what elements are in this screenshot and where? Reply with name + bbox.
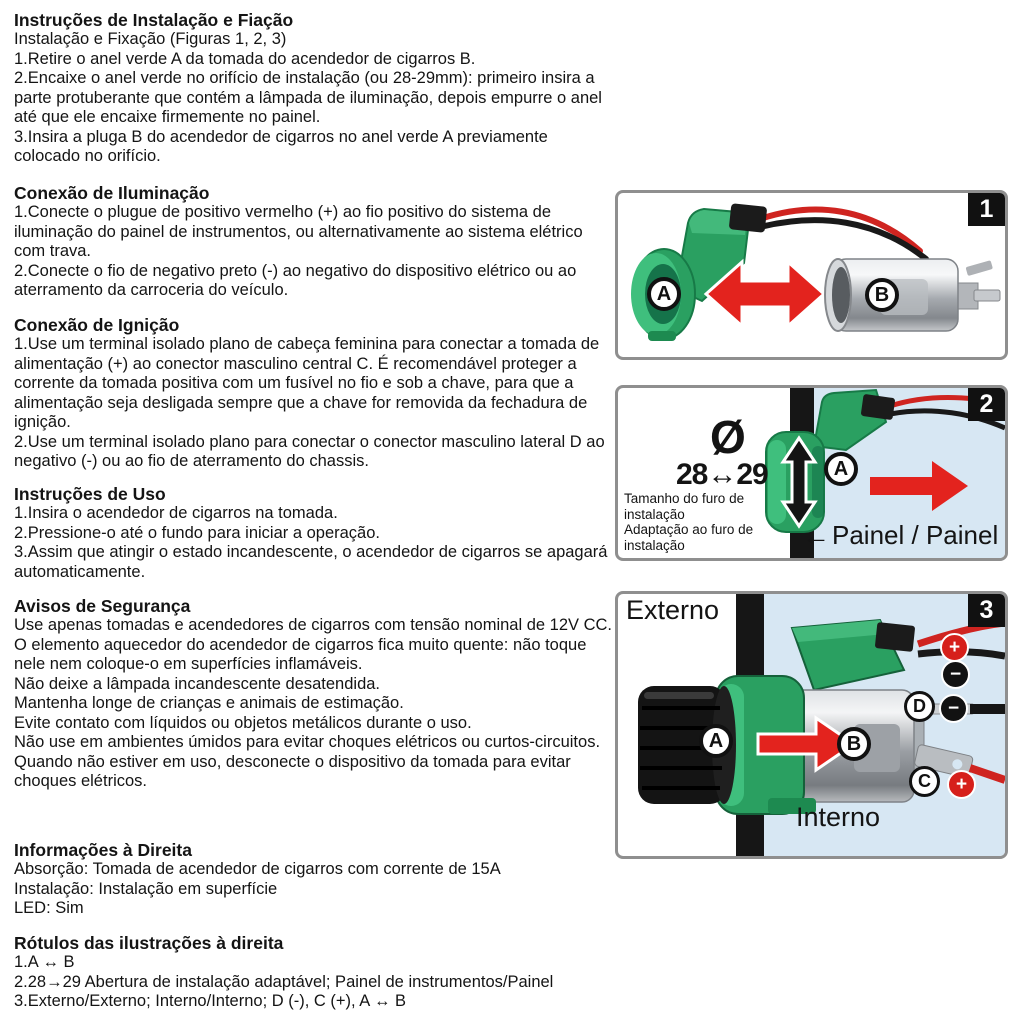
inside-label: Interno <box>796 802 881 832</box>
label-circle-a <box>647 277 681 311</box>
minus-badge: − <box>939 694 968 723</box>
section-usage-instructions <box>14 484 612 582</box>
paragraph: Instalação e Fixação (Figuras 1, 2, 3) <box>14 30 287 48</box>
section-right-info <box>14 840 612 919</box>
panel-callout <box>802 520 998 551</box>
section-heading: Conexão de Iluminação <box>14 183 210 203</box>
wires-icon <box>760 210 926 259</box>
diameter-icon: Ø <box>710 411 746 463</box>
paragraph: 1.Use um terminal isolado plano de cabeça feminina para conectar a tomada de alimentação (+) ao conector masculino central C. É recomendável proteger a corrente da tomada positiva com um fusível no fio e sob a chave, para que a alimentação seja desligada sempre que a chave for removida da fechadura de ignição. <box>14 335 600 431</box>
label-circle-d <box>904 691 935 722</box>
figure-1-illustration <box>618 193 1005 357</box>
label-b-text: B <box>874 283 890 306</box>
figure-number-badge: 1 <box>968 193 1005 226</box>
section-illumination-connection <box>14 183 612 301</box>
socket-illustration <box>825 259 1000 331</box>
plus-badge: + <box>940 633 969 662</box>
label-a-text: A <box>833 457 849 480</box>
green-ring-illustration <box>631 203 767 341</box>
label-d-text: D <box>913 696 926 716</box>
paragraph: 2.Pressione-o até o fundo para iniciar a operação. <box>14 523 380 542</box>
section-heading: Avisos de Segurança <box>14 596 191 616</box>
paragraph: 3.Insira a pluga B do acendedor de cigarros no anel verde A previamente colocado no orifício. <box>14 127 548 165</box>
outside-label: Externo <box>626 595 720 625</box>
caption-line: Adaptação ao furo de instalação <box>624 522 754 553</box>
paragraph: Não deixe a lâmpada incandescente desatendida. <box>14 674 381 693</box>
paragraph: LED: Sim <box>14 899 84 917</box>
figure-3 <box>615 591 1008 859</box>
paragraph: 2.Use um terminal isolado plano para conectar o conector masculino lateral D ao negativo (-) ou ao fio de aterramento do chassis. <box>14 432 605 470</box>
paragraph: 2.Encaixe o anel verde no orifício de instalação (ou 28-29mm): primeiro insira a parte protuberante que contém a lâmpada de iluminação, depois empurre o anel até que ele encaixe firmemente no painel. <box>14 69 602 126</box>
minus-badge: − <box>941 660 970 689</box>
figure-number-badge: 3 <box>968 594 1005 627</box>
hole-size-text: 28↔29 <box>676 458 768 491</box>
figure-2 <box>615 385 1008 561</box>
left-arrow-icon: ← <box>802 519 830 551</box>
paragraph: 1.Conecte o plugue de positivo vermelho (+) ao fio positivo do sistema de iluminação do painel de instrumentos, ou alternativamente ao sistema elétrico com trava. <box>14 203 583 260</box>
section-heading: Rótulos das ilustrações à direita <box>14 933 284 953</box>
label-circle-c <box>909 766 940 797</box>
label-b-text: B <box>846 732 862 755</box>
label-circle-a <box>699 724 733 758</box>
section-heading: Instruções de Uso <box>14 484 166 504</box>
paragraph: Evite contato com líquidos ou objetos metálicos durante o uso. <box>14 713 472 732</box>
paragraph: 3.Externo/Externo; Interno/Interno; D (-), C (+), A ↔ B <box>14 992 407 1010</box>
paragraph: O elemento aquecedor do acendedor de cigarros fica muito quente: não toque nele nem coloque-o em superfícies inflamáveis. <box>14 635 587 673</box>
paragraph: 3.Assim que atingir o estado incandescente, o acendedor de cigarros se apagará automaticamente. <box>14 543 608 581</box>
section-heading: Conexão de Ignição <box>14 315 180 335</box>
label-c-text: C <box>918 771 931 791</box>
paragraph: Absorção: Tomada de acendedor de cigarros com corrente de 15A <box>14 860 501 878</box>
panel-label: Painel / Painel <box>832 520 999 550</box>
paragraph: 1.Insira o acendedor de cigarros na tomada. <box>14 504 338 522</box>
section-installation-wiring <box>14 10 612 167</box>
paragraph: Mantenha longe de crianças e animais de estimação. <box>14 694 404 712</box>
caption-line: Tamanho do furo de instalação <box>624 491 745 522</box>
section-safety-warnings <box>14 596 612 792</box>
label-a-text: A <box>656 282 672 305</box>
paragraph: Instalação: Instalação em superfície <box>14 879 278 898</box>
section-heading: Informações à Direita <box>14 840 192 860</box>
paragraph: Não use em ambientes úmidos para evitar choques elétricos ou curtos-circuitos. <box>14 733 601 751</box>
section-ignition-connection <box>14 315 612 472</box>
section-illustration-labels <box>14 933 612 1012</box>
label-a-text: A <box>708 729 724 752</box>
label-circle-a <box>824 452 858 486</box>
figure-1 <box>615 190 1008 360</box>
hole-size-caption <box>624 491 780 553</box>
paragraph: Quando não estiver em uso, desconecte o dispositivo da tomada para evitar choques elétricos. <box>14 752 571 790</box>
label-circle-b <box>837 727 871 761</box>
paragraph: 2.28→29 Abertura de instalação adaptável; Painel de instrumentos/Painel <box>14 972 554 991</box>
paragraph: Use apenas tomadas e acendedores de cigarros com tensão nominal de 12V CC. <box>14 616 613 634</box>
figure-number-badge: 2 <box>968 388 1005 421</box>
plus-badge: + <box>947 770 976 799</box>
section-heading: Instruções de Instalação e Fiação <box>14 10 294 30</box>
paragraph: 1.Retire o anel verde A da tomada do acendedor de cigarros B. <box>14 49 476 68</box>
label-circle-b <box>865 278 899 312</box>
paragraph: 1.A ↔ B <box>14 953 75 971</box>
paragraph: 2.Conecte o fio de negativo preto (-) ao negativo do dispositivo elétrico ou ao aterramento da carroceria do veículo. <box>14 261 577 299</box>
